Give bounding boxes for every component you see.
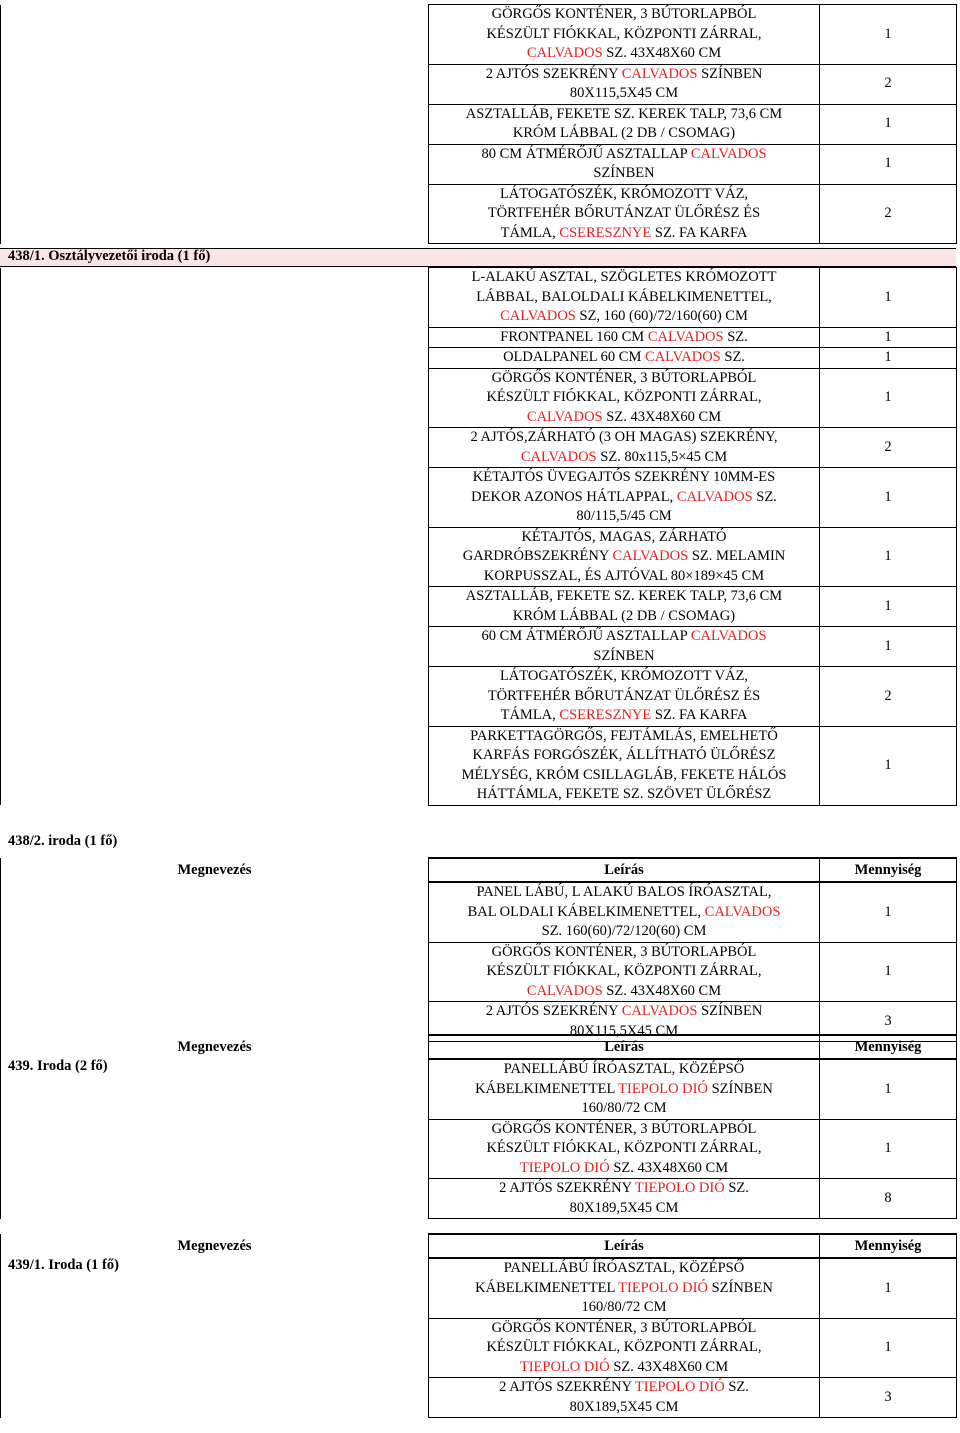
description-cell [429, 1059, 820, 1119]
description-text: 80X189,5X45 CM [569, 1398, 679, 1415]
description-line [429, 428, 819, 448]
description-text: 2 AJTÓS,ZÁRHATÓ (3 OH MAGAS) SZEKRÉNY, [470, 429, 778, 445]
header-name: Megnevezés [1, 858, 429, 882]
description-text: 80X115,5X45 CM [569, 1022, 679, 1039]
item-table-0 [0, 4, 957, 244]
header-desc: Leírás [429, 1035, 820, 1059]
quantity-cell: 3 [820, 1378, 957, 1418]
description-cell [429, 1318, 820, 1378]
description-text: KÉTAJTÓS ÜVEGAJTÓS SZEKRÉNY 10MM-ES [472, 469, 776, 485]
description-line [429, 1199, 819, 1219]
description-cell [429, 726, 820, 805]
description-line [429, 1319, 819, 1339]
table-row [1, 667, 957, 727]
description-line [429, 982, 819, 1002]
description-text: KÉSZÜLT FIÓKKAL, KÖZPONTI ZÁRRAL, [486, 389, 762, 405]
description-line [429, 288, 819, 308]
section-title: 438/1. Osztályvezetői iroda (1 fő) [8, 248, 211, 264]
table-row [1, 627, 957, 667]
description-text: TÖRTFEHÉR BŐRUTÁNZAT ÜLŐRÉSZ ÉS [487, 205, 761, 221]
header-qty: Mennyiség [820, 858, 957, 882]
description-line [429, 25, 819, 45]
quantity-cell: 8 [820, 1179, 957, 1219]
description-line [429, 145, 819, 165]
color-name-highlight: TIEPOLO DIÓ [519, 1159, 610, 1176]
table-row [1, 527, 957, 587]
description-text: SZ. 43X48X60 CM [602, 408, 722, 425]
description-text: KÉSZÜLT FIÓKKAL, KÖZPONTI ZÁRRAL, [486, 1140, 762, 1156]
color-name-highlight: CALVADOS [526, 982, 603, 999]
description-text: SZ. [752, 488, 777, 505]
description-line [429, 105, 819, 125]
quantity-cell: 2 [820, 184, 957, 244]
name-cell [1, 667, 429, 727]
table-row [1, 1318, 957, 1378]
color-name-highlight: CSERESZNYE [559, 224, 652, 241]
color-name-highlight: TIEPOLO DIÓ [519, 1358, 610, 1375]
description-text: KARFÁS FORGÓSZÉK, ÁLLÍTHATÓ ÜLŐRÉSZ [472, 747, 776, 763]
color-name-highlight: CALVADOS [676, 488, 753, 505]
header-name: Megnevezés [1, 1035, 429, 1059]
name-cell [1, 468, 429, 528]
description-text: TÖRTFEHÉR BŐRUTÁNZAT ÜLŐRÉSZ ÉS [487, 687, 761, 704]
name-cell [1, 348, 429, 369]
color-name-highlight: CALVADOS [647, 328, 724, 345]
description-text: 80/115,5/45 CM [576, 508, 672, 524]
table-row [1, 942, 957, 1002]
table-row [1, 1179, 957, 1219]
header-desc: Leírás [429, 858, 820, 882]
description-text: KÉSZÜLT FIÓKKAL, KÖZPONTI ZÁRRAL, [486, 25, 762, 42]
description-text: SZÍNBEN [707, 1080, 773, 1097]
description-text: SZÍNBEN [697, 65, 763, 82]
description-text: SZ. MELAMIN [688, 548, 786, 564]
description-text: KRÓM LÁBBAL (2 DB / CSOMAG) [512, 125, 736, 141]
description-line [429, 962, 819, 982]
color-name-highlight: CSERESZNYE [559, 707, 652, 723]
description-text: KÁBELKIMENETTEL [475, 1279, 619, 1296]
name-cell [1, 64, 429, 104]
table-row [1, 104, 957, 144]
description-line [429, 1398, 819, 1418]
description-line [429, 567, 819, 587]
description-cell [429, 942, 820, 1002]
description-text: SZ. FA KARFA [651, 224, 748, 241]
quantity-cell: 1 [820, 348, 957, 369]
name-cell [1, 1119, 429, 1179]
table-row [1, 268, 957, 328]
table-row [1, 144, 957, 184]
name-cell [1, 1318, 429, 1378]
description-line [429, 727, 819, 747]
item-table-1 [0, 267, 957, 806]
description-line [429, 785, 819, 805]
description-line [429, 1298, 819, 1318]
quantity-cell: 1 [820, 468, 957, 528]
quantity-cell: 1 [820, 327, 957, 348]
description-text: KÁBELKIMENETTEL [475, 1080, 619, 1097]
description-text: ASZTALLÁB, FEKETE SZ. KEREK TALP, 73,6 CM [465, 105, 783, 122]
description-cell [429, 1378, 820, 1418]
description-line [429, 746, 819, 766]
description-text: SZ. FA KARFA [651, 707, 748, 723]
item-table-2 [0, 857, 957, 1042]
item-table-3 [0, 1034, 957, 1219]
description-line [429, 204, 819, 224]
description-line [429, 164, 819, 184]
table-row [1, 428, 957, 468]
section-title: 439. Iroda (2 fő) [8, 1058, 108, 1074]
description-text: SZÍNBEN [593, 647, 655, 664]
description-line [429, 883, 819, 903]
description-text: PANEL LÁBÚ, L ALAKÚ BALOS ÍRÓASZTAL, [476, 884, 772, 900]
description-line [429, 124, 819, 144]
description-line [429, 922, 819, 942]
description-text: GÖRGŐS KONTÉNER, 3 BÚTORLAPBÓL [491, 1319, 757, 1336]
color-name-highlight: CALVADOS [612, 548, 689, 564]
description-line [429, 268, 819, 288]
name-cell [1, 882, 429, 942]
description-text: DEKOR AZONOS HÁTLAPPAL, [471, 488, 677, 505]
table-row [1, 726, 957, 805]
description-cell [429, 428, 820, 468]
description-text: ASZTALLÁB, FEKETE SZ. KEREK TALP, 73,6 CM [465, 588, 783, 604]
quantity-cell: 1 [820, 1059, 957, 1119]
quantity-cell: 1 [820, 368, 957, 428]
color-name-highlight: CALVADOS [500, 308, 576, 324]
name-cell [1, 627, 429, 667]
description-text: GÖRGŐS KONTÉNER, 3 BÚTORLAPBÓL [491, 1120, 757, 1137]
section-title: 439/1. Iroda (1 fő) [8, 1257, 119, 1273]
description-line [429, 766, 819, 786]
quantity-cell: 2 [820, 667, 957, 727]
description-line [429, 687, 819, 707]
description-line [429, 1378, 819, 1398]
description-line [429, 667, 819, 687]
description-text: SZ. 80x115,5×45 CM [596, 448, 728, 465]
header-qty: Mennyiség [820, 1234, 957, 1258]
name-cell [1, 726, 429, 805]
description-text: OLDALPANEL 60 CM [503, 349, 645, 365]
description-text: KORPUSSZAL, ÉS AJTÓVAL 80×189×45 CM [483, 567, 765, 584]
description-line [429, 488, 819, 508]
description-line [429, 1120, 819, 1140]
description-text: SZ. [724, 1180, 749, 1196]
table-row [1, 348, 957, 369]
color-name-highlight: CALVADOS [621, 65, 698, 82]
quantity-cell: 1 [820, 1318, 957, 1378]
description-text: SZÍNBEN [697, 1003, 763, 1019]
description-text: SZÍNBEN [707, 1279, 773, 1296]
name-cell [1, 104, 429, 144]
color-name-highlight: CALVADOS [621, 1003, 698, 1019]
description-cell [429, 1258, 820, 1318]
description-text: KÉTAJTÓS, MAGAS, ZÁRHATÓ [521, 528, 727, 545]
name-cell [1, 268, 429, 328]
description-line [429, 528, 819, 548]
color-name-highlight: CALVADOS [690, 628, 767, 644]
description-text: KÉSZÜLT FIÓKKAL, KÖZPONTI ZÁRRAL, [486, 1339, 762, 1355]
description-line [429, 448, 819, 468]
description-text: MÉLYSÉG, KRÓM CSILLAGLÁB, FEKETE HÁLÓS [461, 766, 787, 783]
description-line [429, 1080, 819, 1100]
color-name-highlight: CALVADOS [704, 903, 781, 920]
description-line [429, 1358, 819, 1378]
table-row [1, 468, 957, 528]
description-cell [429, 667, 820, 727]
description-text: GÖRGŐS KONTÉNER, 3 BÚTORLAPBÓL [491, 369, 757, 386]
table-row [1, 1119, 957, 1179]
description-cell [429, 327, 820, 348]
description-cell [429, 5, 820, 65]
description-text: KÉSZÜLT FIÓKKAL, KÖZPONTI ZÁRRAL, [486, 963, 762, 979]
name-cell [1, 942, 429, 1002]
description-line [429, 224, 819, 244]
description-line [429, 1338, 819, 1358]
description-text: 2 AJTÓS SZEKRÉNY [499, 1379, 635, 1395]
description-line [429, 1259, 819, 1279]
color-name-highlight: TIEPOLO DIÓ [618, 1279, 708, 1296]
description-text: KRÓM LÁBBAL (2 DB / CSOMAG) [512, 607, 736, 624]
color-name-highlight: CALVADOS [645, 349, 721, 365]
description-line [429, 943, 819, 963]
quantity-cell: 1 [820, 268, 957, 328]
description-text: TÁMLA, [500, 707, 560, 723]
description-line [429, 65, 819, 85]
name-cell [1, 327, 429, 348]
quantity-cell: 1 [820, 104, 957, 144]
description-line [429, 507, 819, 527]
description-text: LÁTOGATÓSZÉK, KRÓMOZOTT VÁZ, [499, 185, 749, 202]
description-text: FRONTPANEL 160 CM [500, 328, 648, 345]
description-line [429, 307, 819, 327]
quantity-cell: 1 [820, 882, 957, 942]
quantity-cell: 1 [820, 5, 957, 65]
header-desc: Leírás [429, 1234, 820, 1258]
description-line [429, 1279, 819, 1299]
color-name-highlight: CALVADOS [526, 45, 603, 61]
quantity-cell: 1 [820, 942, 957, 1002]
description-text: GÖRGŐS KONTÉNER, 3 BÚTORLAPBÓL [491, 943, 757, 960]
description-line [429, 647, 819, 667]
description-text: PANELLÁBÚ ÍRÓASZTAL, KÖZÉPSŐ [503, 1061, 745, 1077]
description-text: BAL OLDALI KÁBELKIMENETTEL, [467, 903, 705, 920]
description-cell [429, 587, 820, 627]
quantity-cell: 1 [820, 627, 957, 667]
name-cell [1, 144, 429, 184]
description-line [429, 1060, 819, 1080]
description-cell [429, 348, 820, 369]
name-cell [1, 1179, 429, 1219]
name-cell [1, 527, 429, 587]
description-line [429, 185, 819, 205]
name-cell [1, 184, 429, 244]
description-cell [429, 527, 820, 587]
description-text: SZ. 43X48X60 CM [602, 982, 722, 999]
description-text: L-ALAKÚ ASZTAL, SZÖGLETES KRÓMOZOTT [471, 269, 777, 285]
description-line [429, 1179, 819, 1199]
table-row [1, 5, 957, 65]
description-cell [429, 627, 820, 667]
description-text: SZ. [724, 1379, 749, 1395]
table-row [1, 327, 957, 348]
item-table-4 [0, 1233, 957, 1418]
quantity-cell: 1 [820, 1258, 957, 1318]
description-line [429, 44, 819, 64]
name-cell [1, 1378, 429, 1418]
description-text: 80X189,5X45 CM [569, 1199, 679, 1216]
description-text: SZÍNBEN [593, 165, 655, 181]
description-text: 2 AJTÓS SZEKRÉNY [485, 1003, 622, 1019]
header-qty: Mennyiség [820, 1035, 957, 1059]
description-cell [429, 1179, 820, 1219]
quantity-cell: 2 [820, 428, 957, 468]
table-row [1, 882, 957, 942]
description-line [429, 369, 819, 389]
table-row [1, 184, 957, 244]
quantity-cell: 1 [820, 527, 957, 587]
description-line [429, 388, 819, 408]
name-cell [1, 5, 429, 65]
table-row [1, 368, 957, 428]
header-name: Megnevezés [1, 1234, 429, 1258]
description-text: SZ. [720, 349, 745, 365]
description-text: 2 AJTÓS SZEKRÉNY [485, 65, 622, 82]
color-name-highlight: TIEPOLO DIÓ [618, 1080, 708, 1097]
description-text: GÖRGŐS KONTÉNER, 3 BÚTORLAPBÓL [491, 6, 757, 22]
description-cell [429, 184, 820, 244]
name-cell [1, 428, 429, 468]
table-row [1, 1378, 957, 1418]
description-line [429, 1002, 819, 1022]
description-line [429, 607, 819, 627]
name-cell [1, 587, 429, 627]
description-line [429, 348, 819, 368]
description-text: PANELLÁBÚ ÍRÓASZTAL, KÖZÉPSŐ [503, 1260, 745, 1276]
description-text: SZ. 43X48X60 CM [609, 1159, 729, 1176]
description-line [429, 84, 819, 104]
description-text: SZ. [723, 328, 748, 345]
quantity-cell: 2 [820, 64, 957, 104]
description-line [429, 328, 819, 348]
description-cell [429, 468, 820, 528]
name-cell [1, 368, 429, 428]
color-name-highlight: CALVADOS [520, 448, 597, 465]
description-line [429, 408, 819, 428]
description-text: SZ. 43X48X60 CM [602, 45, 722, 61]
quantity-cell: 1 [820, 587, 957, 627]
description-cell [429, 368, 820, 428]
description-line [429, 5, 819, 25]
quantity-cell: 3 [820, 1002, 957, 1042]
description-cell [429, 144, 820, 184]
description-line [429, 903, 819, 923]
description-text: 60 CM ÁTMÉRŐJŰ ASZTALLAP [481, 628, 691, 644]
description-cell [429, 268, 820, 328]
description-text: GARDRÓBSZEKRÉNY [462, 548, 613, 564]
color-name-highlight: TIEPOLO DIÓ [634, 1379, 725, 1395]
table-row [1, 64, 957, 104]
color-name-highlight: TIEPOLO DIÓ [634, 1180, 725, 1196]
description-line [429, 547, 819, 567]
color-name-highlight: CALVADOS [526, 408, 603, 425]
description-text: SZ. 43X48X60 CM [609, 1358, 729, 1375]
description-line [429, 468, 819, 488]
description-text: 80 CM ÁTMÉRŐJŰ ASZTALLAP [481, 145, 691, 162]
description-text: PARKETTAGÖRGŐS, FEJTÁMLÁS, EMELHETŐ [470, 727, 778, 744]
description-cell [429, 1119, 820, 1179]
description-text: TÁMLA, [500, 224, 560, 241]
description-line [429, 1139, 819, 1159]
color-name-highlight: CALVADOS [690, 145, 767, 162]
quantity-cell: 1 [820, 1119, 957, 1179]
description-cell [429, 64, 820, 104]
description-text: SZ. 160(60)/72/120(60) CM [541, 923, 707, 939]
description-text: 160/80/72 CM [581, 1100, 667, 1116]
description-line [429, 1159, 819, 1179]
table-row [1, 587, 957, 627]
section-title: 438/2. iroda (1 fő) [8, 833, 118, 849]
description-line [429, 627, 819, 647]
table-row [1, 1258, 957, 1318]
table-row [1, 1059, 957, 1119]
description-text: HÁTTÁMLA, FEKETE SZ. SZÖVET ÜLŐRÉSZ [476, 786, 772, 802]
description-line [429, 706, 819, 726]
quantity-cell: 1 [820, 144, 957, 184]
description-text: 80X115,5X45 CM [569, 85, 679, 101]
description-line [429, 1099, 819, 1119]
description-text: 2 AJTÓS SZEKRÉNY [499, 1180, 635, 1196]
description-text: 160/80/72 CM [581, 1299, 667, 1315]
description-text: LÁBBAL, BALOLDALI KÁBELKIMENETTEL, [476, 288, 772, 305]
description-cell [429, 882, 820, 942]
description-cell [429, 104, 820, 144]
description-text: SZ, 160 (60)/72/160(60) CM [575, 308, 748, 324]
quantity-cell: 1 [820, 726, 957, 805]
description-text: LÁTOGATÓSZÉK, KRÓMOZOTT VÁZ, [499, 668, 749, 684]
description-line [429, 587, 819, 607]
